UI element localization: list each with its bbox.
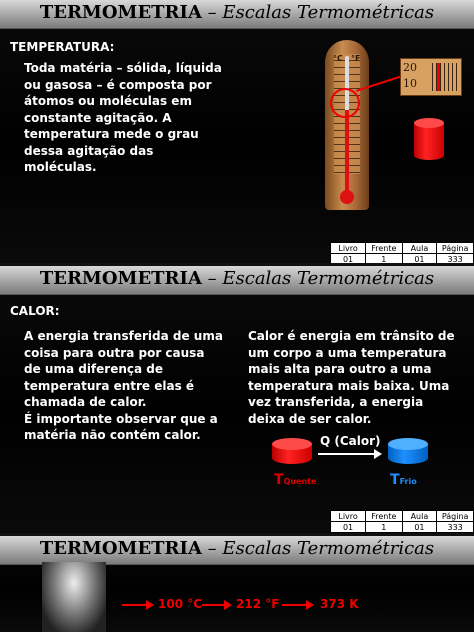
value-fahrenheit: 212 °F — [236, 597, 280, 611]
slide-temperatura — [0, 0, 474, 263]
arrow-1 — [122, 604, 148, 606]
t-cold-label: TFrio — [390, 472, 417, 488]
reference-table — [330, 242, 474, 263]
ref-value-pagina: 333 — [437, 522, 474, 533]
cold-body-cylinder — [388, 438, 428, 464]
ref-value-pagina: 333 — [437, 254, 474, 264]
slide-header — [0, 0, 474, 29]
arrow-1-head — [146, 600, 154, 610]
zoom-number-10: 10 — [403, 77, 417, 90]
zoom-circle — [330, 88, 360, 118]
arrow-3-head — [306, 600, 314, 610]
heat-arrow-line — [318, 453, 376, 455]
ref-header-pagina: Página — [437, 511, 474, 522]
slide-title: TERMOMETRIA – Escalas Termométricas — [39, 268, 435, 289]
arrow-2 — [202, 604, 226, 606]
thermometer-image — [325, 40, 369, 210]
ref-header-frente: Frente — [366, 511, 402, 522]
ref-value-livro: 01 — [331, 522, 366, 533]
heat-arrow-head — [374, 449, 382, 459]
fahrenheit-label: °F — [351, 54, 361, 63]
value-celsius: 100 °C — [158, 597, 203, 611]
temperature-text: Toda matéria – sólida, líquida ou gasosa – é composta por átomos ou moléculas em constante agitação. A temperatura mede o grau dessa agitação das moléculas. — [24, 61, 222, 174]
hot-body-cylinder — [272, 438, 312, 464]
ref-header-aula: Aula — [402, 511, 437, 522]
ref-header-livro: Livro — [331, 243, 366, 254]
slide-title: TERMOMETRIA – Escalas Termométricas — [39, 2, 435, 23]
slide-header — [0, 536, 474, 565]
ref-value-aula: 01 — [402, 522, 437, 533]
slide-escalas — [0, 536, 474, 632]
heat-arrow-label: Q (Calor) — [320, 434, 381, 448]
boiling-water-image — [42, 562, 106, 632]
ref-header-pagina: Página — [437, 243, 474, 254]
calor-definition-text: A energia transferida de uma coisa para outra por causa de uma diferença de temperatura entre elas é chamada de calor. É importante observar que a matéria não contém calor. — [24, 329, 223, 442]
slide-title: TERMOMETRIA – Escalas Termométricas — [39, 538, 435, 559]
ref-value-livro: 01 — [331, 254, 366, 264]
t-hot-label: TQuente — [274, 472, 317, 488]
section-title: CALOR: — [10, 304, 60, 318]
value-kelvin: 373 K — [320, 597, 359, 611]
ref-header-livro: Livro — [331, 511, 366, 522]
section-title: TEMPERATURA: — [10, 40, 115, 54]
ref-header-aula: Aula — [402, 243, 437, 254]
celsius-label: °C — [333, 54, 343, 63]
ref-header-frente: Frente — [366, 243, 402, 254]
calor-transit-text: Calor é energia em trânsito de um corpo a uma temperatura mais alta para outro a uma temperatura mais baixa. Uma vez transferida, a energia deixa de ser calor. — [248, 329, 455, 426]
ref-value-frente: 1 — [366, 522, 402, 533]
red-cylinder-image — [414, 118, 444, 160]
slide-header — [0, 266, 474, 295]
thermometer-zoom-image — [400, 58, 462, 96]
slide-calor — [0, 266, 474, 533]
zoom-number-20: 20 — [403, 61, 417, 74]
ref-value-aula: 01 — [402, 254, 437, 264]
arrow-2-head — [224, 600, 232, 610]
ref-value-frente: 1 — [366, 254, 402, 264]
reference-table — [330, 510, 474, 533]
arrow-3 — [282, 604, 308, 606]
